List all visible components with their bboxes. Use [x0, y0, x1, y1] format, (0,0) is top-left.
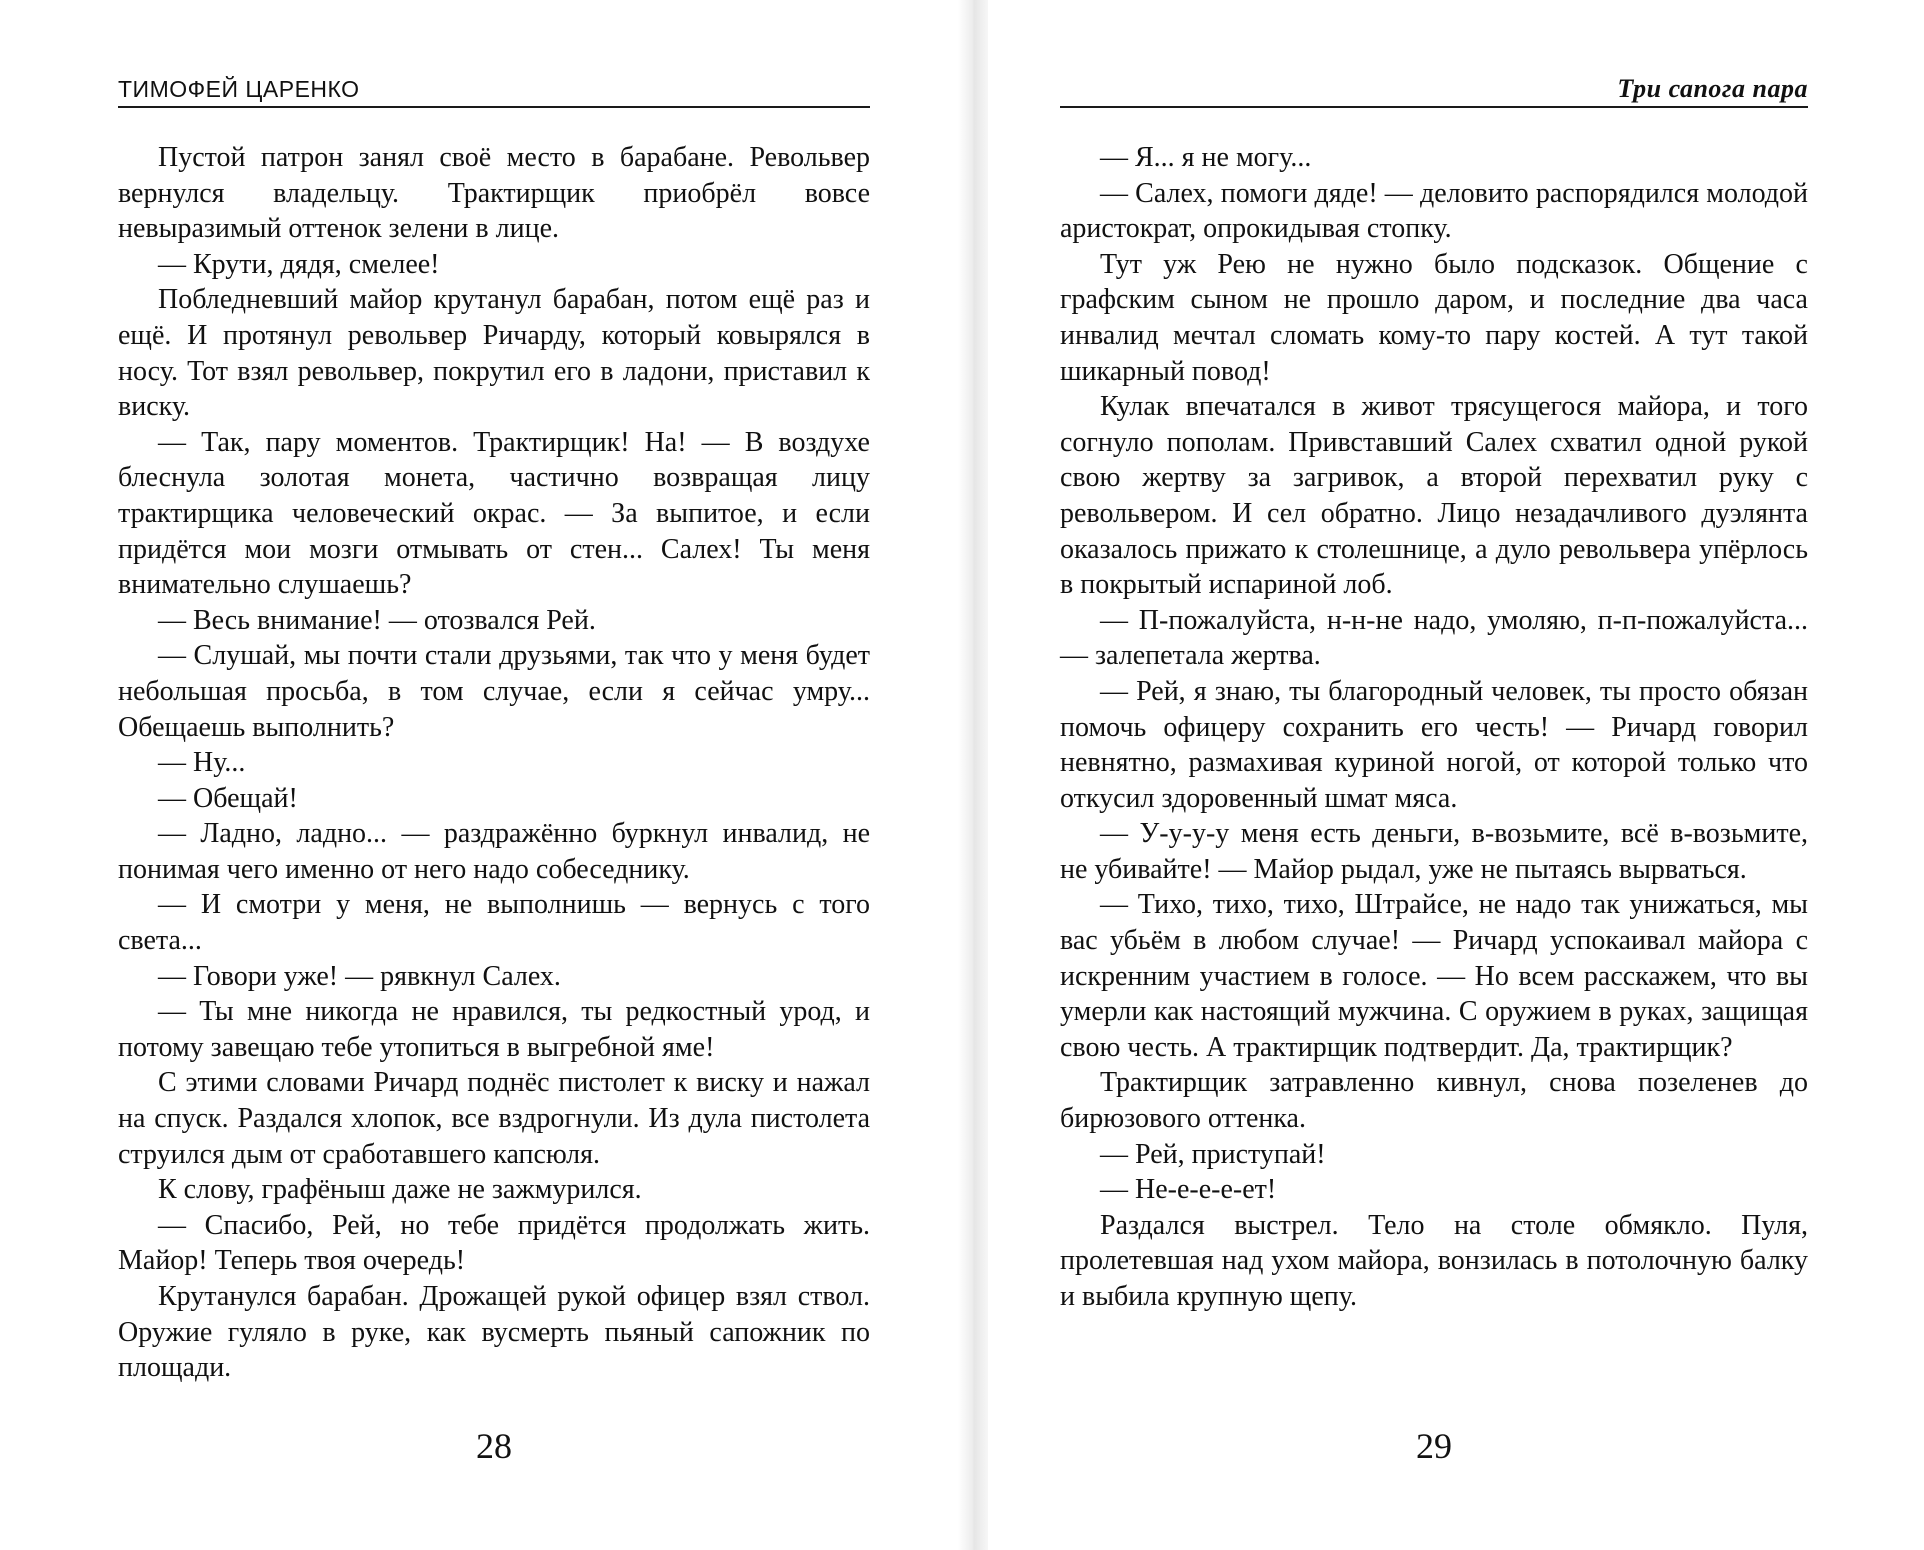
paragraph: — Крути, дядя, смелее!	[158, 248, 440, 280]
paragraph: Раздался выстрел. Тело на столе обмякло. Пуля, пролетевшая над ухом майора, вонзилась в потолочную балку и выбила крупную щепу.	[1060, 1209, 1808, 1312]
paragraph: — П-пожалуйста, н-н-не надо, умоляю, п-п-пожалуйста... — залепетала жертва.	[1060, 604, 1808, 672]
left-page-number: 28	[476, 1426, 512, 1466]
book-gutter	[958, 0, 988, 1550]
paragraph: Крутанулся барабан. Дрожащей рукой офицер взял ствол. Оружие гуляло в руке, как вусмерть пьяный сапожник по площади.	[118, 1281, 870, 1384]
paragraph: С этими словами Ричард поднёс пистолет к виску и нажал на спуск. Раздался хлопок, все вздрогнули. Из дула пистолета струился дым от сработавшего капсюля.	[118, 1067, 870, 1170]
paragraph: — Ты мне никогда не нравился, ты редкостный урод, и потому завещаю тебе утопиться в выгребной яме!	[118, 996, 870, 1063]
right-running-head: Три сапога пара	[1060, 72, 1808, 108]
paragraph: — Тихо, тихо, тихо, Штрайсе, не надо так унижаться, мы вас убьём в любом случае! — Ричард успокаивал майора с искренним участием в голосе. — Но всем расскажем, что вы умерли как настоящий мужчина. С оружием в руках, защищая свою честь. А трактирщик подтвердит. Да, трактирщик?	[1060, 889, 1808, 1063]
paragraph: — Обещай!	[158, 782, 298, 814]
paragraph: — Так, пару моментов. Трактирщик! На! — В воздухе блеснула золотая монета, частично возвращая лицу трактирщика человеческий окрас. — За выпитое, и если придётся мои мозги отмывать от стен... Салех! Ты меня внимательно слушаешь?	[118, 426, 870, 601]
left-page	[118, 0, 870, 1550]
paragraph: — У-у-у-у меня есть деньги, в-возьмите, всё в-возьмите, не убивайте! — Майор рыдал, уже не пытаясь вырваться.	[1060, 818, 1808, 885]
paragraph: — Салех, помоги дяде! — деловито распорядился молодой аристократ, опрокидывая стопку.	[1060, 177, 1808, 245]
paragraph: Тут уж Рею не нужно было подсказок. Общение с графским сыном не прошло даром, и последние два часа инвалид мечтал сломать кому-то пару костей. А тут такой шикарный повод!	[1060, 248, 1808, 387]
paragraph: — Я... я не могу...	[1100, 142, 1312, 173]
paragraph: К слову, графёныш даже не зажмурился.	[158, 1174, 642, 1206]
left-page-text	[118, 140, 870, 1386]
paragraph: — Рей, я знаю, ты благородный человек, ты просто обязан помочь офицеру сохранить его честь! — Ричард говорил невнятно, размахивая куриной ногой, от которой только что откусил здоровенный шмат мяса.	[1060, 675, 1808, 814]
paragraph: — Ладно, ладно... — раздражённо буркнул инвалид, не понимая чего именно от него надо собеседнику.	[118, 818, 870, 885]
paragraph: Побледневший майор крутанул барабан, потом ещё раз и ещё. И протянул револьвер Ричарду, который ковырялся в носу. Тот взял револьвер, покрутил его в ладони, приставил к виску.	[118, 284, 870, 423]
paragraph: — Не-е-е-е-ет!	[1100, 1174, 1277, 1206]
paragraph: — Ну...	[158, 747, 246, 779]
paragraph: — Слушай, мы почти стали друзьями, так что у меня будет небольшая просьба, в том случае, если я сейчас умру... Обещаешь выполнить?	[118, 640, 870, 743]
left-running-head: ТИМОФЕЙ ЦАРЕНКО	[118, 72, 870, 108]
right-page	[1060, 0, 1808, 1550]
right-page-number: 29	[1416, 1426, 1452, 1466]
paragraph: — И смотри у меня, не выполнишь — вернусь с того света...	[118, 889, 870, 957]
paragraph: — Рей, приступай!	[1100, 1138, 1326, 1170]
paragraph: — Весь внимание! — отозвался Рей.	[158, 604, 596, 636]
paragraph: — Спасибо, Рей, но тебе придётся продолжать жить. Майор! Теперь твоя очередь!	[118, 1209, 870, 1277]
paragraph: Пустой патрон занял своё место в барабане. Револьвер вернулся владельцу. Трактирщик приобрёл вовсе невыразимый оттенок зелени в лице.	[118, 142, 870, 245]
right-page-text	[1060, 140, 1808, 1315]
paragraph: — Говори уже! — рявкнул Салех.	[158, 960, 561, 992]
paragraph: Трактирщик затравленно кивнул, снова позеленев до бирюзового оттенка.	[1060, 1067, 1808, 1135]
paragraph: Кулак впечатался в живот трясущегося майора, и того согнуло пополам. Привставший Салех схватил одной рукой свою жертву за загривок, а второй перехватил руку с револьвером. И сел обратно. Лицо незадачливого дуэлянта оказалось прижато к столешнице, а дуло револьвера упёрлось в покрытый испариной лоб.	[1060, 391, 1808, 601]
